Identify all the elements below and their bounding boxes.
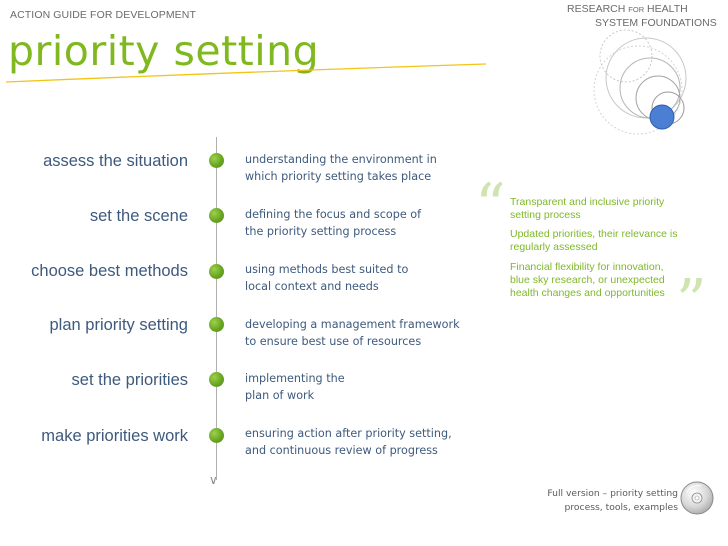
open-quote-mark: “ <box>475 171 506 241</box>
green-dot-icon <box>209 317 224 332</box>
step-label: make priorities work <box>41 427 188 445</box>
step-desc-line2: which priority setting takes place <box>245 170 432 183</box>
step-desc-line2: and continuous review of progress <box>245 444 438 457</box>
step-desc-line2: to ensure best use of resources <box>245 335 422 348</box>
org-for: FOR <box>628 5 645 14</box>
step-desc-line1: implementing the <box>245 372 345 385</box>
step-description <box>245 425 452 459</box>
step-label: set the priorities <box>71 371 188 389</box>
quote-line: Financial flexibility for innovation, <box>510 261 664 273</box>
org-name-line1 <box>567 3 688 15</box>
quote-line: Updated priorities, their relevance is <box>510 228 678 240</box>
org-research: RESEARCH <box>567 3 626 15</box>
step-desc-line2: the priority setting process <box>245 225 397 238</box>
quote-line: setting process <box>510 209 581 221</box>
org-health: HEALTH <box>647 3 688 15</box>
step-desc-line1: defining the focus and scope of <box>245 208 422 221</box>
step-description <box>245 370 345 404</box>
step-desc-line2: plan of work <box>245 389 315 402</box>
quote-item <box>510 228 678 254</box>
quote-line: health changes and opportunities <box>510 287 665 299</box>
quote-line: blue sky research, or unexpected <box>510 274 665 286</box>
chevron-down-icon: ∨ <box>209 473 218 487</box>
step-desc-line1: understanding the environment in <box>245 153 437 166</box>
footer-line1: Full version – priority setting <box>547 488 678 499</box>
close-quote-mark: ” <box>676 267 707 337</box>
step-description <box>245 316 460 350</box>
quote-item <box>510 261 665 300</box>
green-dot-icon <box>209 153 224 168</box>
step-description <box>245 206 421 240</box>
step-label: assess the situation <box>43 152 188 170</box>
cd-disc-icon[interactable] <box>679 480 715 516</box>
step-label: set the scene <box>89 207 188 225</box>
quote-line: Transparent and inclusive priority <box>510 196 665 208</box>
footer-line2: process, tools, examples <box>564 502 678 513</box>
step-label: plan priority setting <box>49 316 188 334</box>
green-dot-icon <box>209 208 224 223</box>
quote-line: regularly assessed <box>510 241 598 253</box>
full-version-note <box>530 487 678 515</box>
step-desc-line1: developing a management framework <box>245 318 460 331</box>
step-description <box>245 261 408 295</box>
title-underline <box>0 60 500 90</box>
green-dot-icon <box>209 264 224 279</box>
step-desc-line2: local context and needs <box>245 280 379 293</box>
step-label: choose best methods <box>31 262 188 280</box>
green-dot-icon <box>209 372 224 387</box>
green-dot-icon <box>209 428 224 443</box>
concentric-circles-logo-icon <box>588 28 728 138</box>
guide-label: ACTION GUIDE FOR DEVELOPMENT <box>10 9 196 21</box>
org-name-line2: SYSTEM FOUNDATIONS <box>595 17 717 29</box>
step-description <box>245 151 437 185</box>
step-desc-line1: ensuring action after priority setting, <box>245 427 452 440</box>
step-desc-line1: using methods best suited to <box>245 263 409 276</box>
page-title: priority setting <box>8 27 320 75</box>
quote-item <box>510 196 664 222</box>
